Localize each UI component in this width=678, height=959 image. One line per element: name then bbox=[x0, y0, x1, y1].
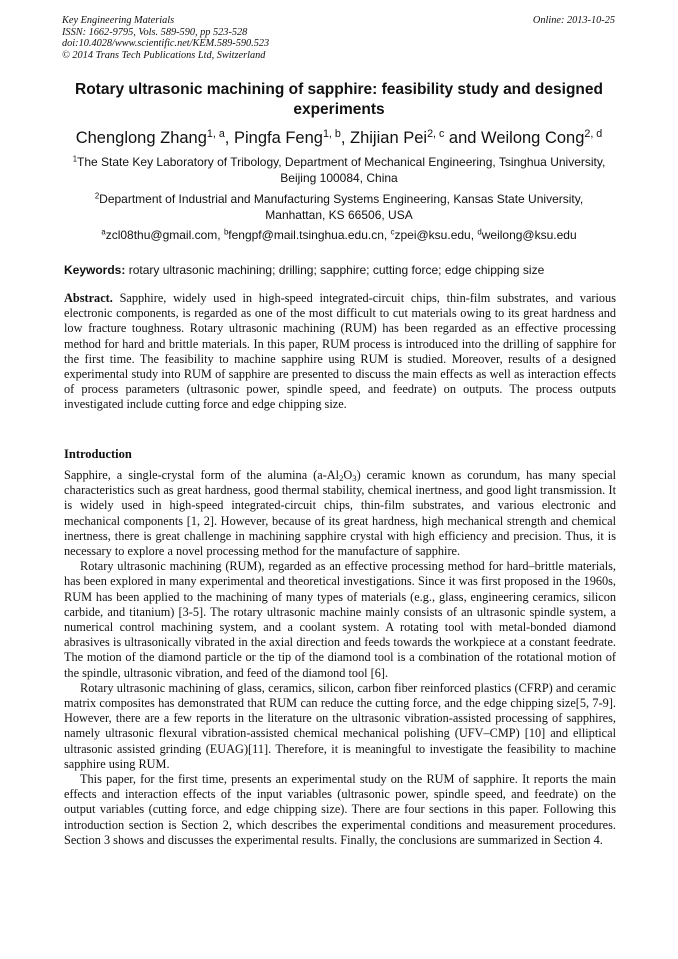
paragraph: Rotary ultrasonic machining (RUM), regarded as an effective processing method for hard–brittle materials, has been explored in many experimental and theoretical investigations. Since it was first proposed in the 1960s, RUM has been applied to the machining of many types of materials (e.g., glass, engineering ceramics, silicon carbide, and titanium) [3-5]. The rotary ultrasonic machine mainly consists of an ultrasonic spindle system, a numerical control machining system, and a coolant system. A rotating tool with metal-bonded diamond abrasives is ultrasonically vibrated in the axial direction and feeds towards the workpiece at a constant feedrate. The motion of the diamond particle or the tip of the diamond tool is a combination of the rotational motion of the spindle, ultrasonic vibration, and feed of the diamond tool [6]. bbox=[64, 559, 616, 680]
abstract-text: Sapphire, widely used in high-speed integrated-circuit chips, thin-film substrates, and various electronic components, is regarded as one of the most difficult to cut materials owing to its great hardness and low fracture toughness. Rotary ultrasonic machining (RUM) has been regarded as an effective processing method for hard and brittle materials. In this paper, RUM process is introduced into the drilling of sapphire for the first time. The feasibility to machine sapphire using RUM is studied. Moreover, results of a designed experimental study into RUM of sapphire are presented to discuss the main effects as well as interaction effects of process parameters (ultrasonic power, spindle speed, and feedrate) on outputs. The process outputs investigated include cutting force and edge chipping size. bbox=[64, 291, 616, 412]
keywords bbox=[64, 262, 616, 278]
author: Zhijian Pei$^{2, c}$ and bbox=[350, 128, 482, 147]
author: Weilong Cong$^{2, d}$ bbox=[481, 128, 603, 147]
email: $^c$zpei@ksu.edu, bbox=[390, 227, 478, 242]
paragraph: Sapphire, a single-crystal form of the alumina $(a-Al_2O_3)$ ceramic known as corundum, has many special characteristics such as great hardness, good thermal stability, chemical inertness, and good light transmission. It is widely used in high-speed integrated-circuit chips, thin-film substrates, and various electronic and mechanical components [1, 2]. However, because of its great hardness, high mechanical strength and chemical inertness, there is great challenge in machining sapphire crystal with high efficiency and precision. Thus, it is necessary to explore a novel processing method for the manufacture of sapphire. bbox=[64, 468, 616, 559]
journal-header bbox=[62, 15, 615, 61]
keywords-label: Keywords: bbox=[64, 263, 126, 277]
email: $^d$weilong@ksu.edu bbox=[477, 227, 577, 242]
section-heading-introduction: Introduction bbox=[64, 447, 132, 461]
email: $^a$zcl08thu@gmail.com, bbox=[101, 227, 224, 242]
doi-line: doi:10.4028/www.scientific.net/KEM.589-590.523 bbox=[62, 38, 270, 50]
keywords-text: rotary ultrasonic machining; drilling; sapphire; cutting force; edge chipping size bbox=[128, 263, 545, 277]
author-list bbox=[40, 127, 638, 149]
paper-title: Rotary ultrasonic machining of sapphire: feasibility study and designed experiments bbox=[75, 81, 603, 118]
issn-line: ISSN: 1662-9795, Vols. 589-590, pp 523-528 bbox=[62, 26, 248, 38]
email-list bbox=[40, 227, 638, 243]
paragraph: Rotary ultrasonic machining of glass, ceramics, silicon, carbon fiber reinforced plastics (CFRP) and ceramic matrix composites has demonstrated that RUM can reduce the cutting force, and the edge chipping size[5, 7-9]. However, there are a few reports in the literature on the ultrasonic vibration-assisted processing of sapphires, namely ultrasonic flexural vibration-assisted chemical mechanical polishing (UFV–CMP) [10] and elliptical ultrasonic assisted grinding (EUAG)[11]. Therefore, it is meaningful to investigate the feasibility to machine sapphire using RUM. bbox=[64, 680, 616, 771]
affiliation-1: $^1$The State Key Laboratory of Tribology, Department of Mechanical Engineering, Tsinghua University, Beijing 100084, China bbox=[72, 154, 606, 185]
copyright-line: © 2014 Trans Tech Publications Ltd, Switzerland bbox=[62, 49, 266, 61]
affiliation-2: $^2$Department of Industrial and Manufacturing Systems Engineering, Kansas State University, Manhattan, KS 66506, USA bbox=[94, 191, 584, 222]
online-date: Online: 2013-10-25 bbox=[532, 15, 615, 26]
introduction-body bbox=[64, 468, 616, 848]
abstract-label: Abstract. bbox=[64, 291, 113, 305]
email: $^b$fengpf@mail.tsinghua.edu.cn, bbox=[223, 227, 391, 242]
author: Pingfa Feng$^{1, b}$, bbox=[233, 128, 351, 147]
journal-name: Key Engineering Materials bbox=[62, 15, 175, 26]
abstract bbox=[64, 291, 616, 413]
author: Chenglong Zhang$^{1, a}$, bbox=[75, 128, 234, 147]
paragraph: This paper, for the first time, presents an experimental study on the RUM of sapphire. It reports the main effects and interaction effects of the input variables (ultrasonic power, spindle speed, and feedrate) on the output variables (cutting force, and edge chipping size). There are four sections in this paper. Following this introduction section is Section 2, which describes the experimental conditions and measurement procedures. Section 3 shows and discusses the experimental results. Finally, the conclusions are summarized in Section 4. bbox=[64, 772, 616, 847]
